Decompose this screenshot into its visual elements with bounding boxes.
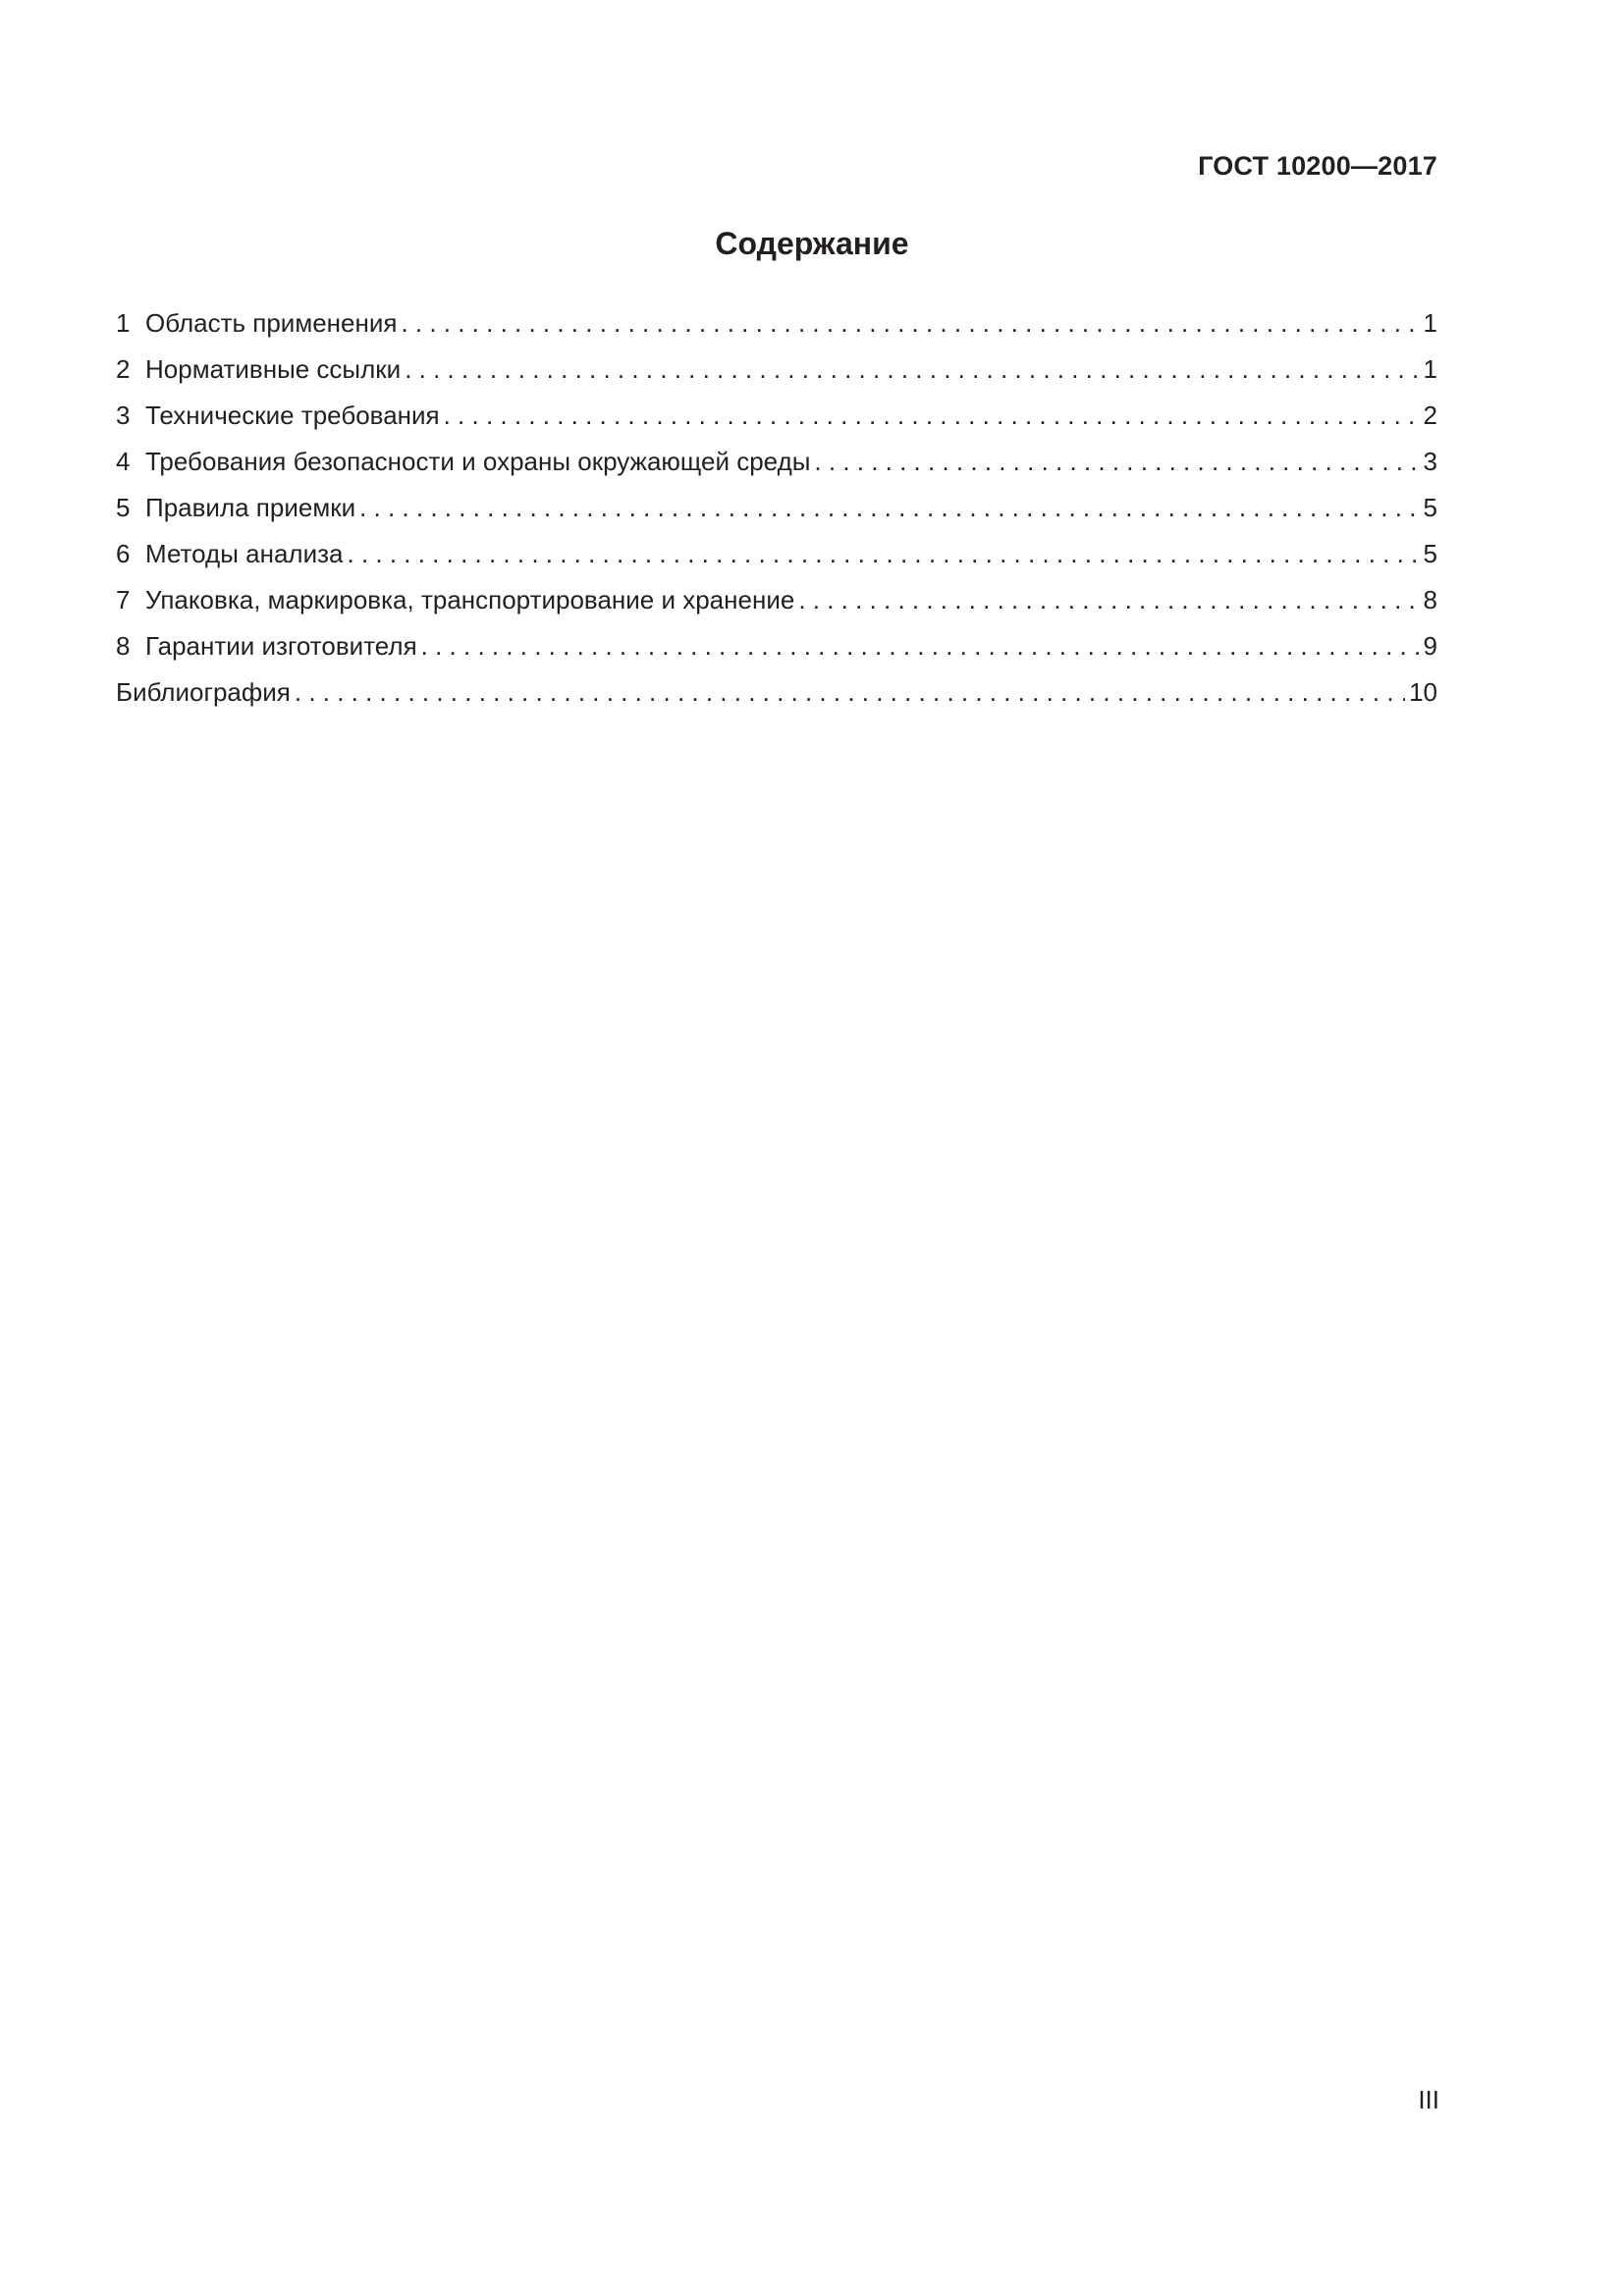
table-of-contents [116, 300, 1437, 716]
toc-entry-label: Требования безопасности и охраны окружающей среды [145, 447, 811, 476]
toc-entry[interactable] [116, 577, 1437, 623]
toc-entry-label: Нормативные ссылки [145, 354, 402, 384]
toc-entry-page: 10 [1409, 677, 1437, 707]
toc-entry-number: 7 [116, 585, 131, 614]
toc-title: Содержание [715, 226, 909, 261]
toc-leader-dots [814, 439, 1419, 485]
toc-entry-label: Технические требования [145, 400, 440, 430]
toc-entry-page: 5 [1423, 493, 1437, 522]
toc-entry[interactable] [116, 439, 1437, 485]
toc-entry-page: 3 [1423, 447, 1437, 476]
toc-entry[interactable] [116, 623, 1437, 669]
toc-entry-number: 3 [116, 400, 131, 430]
toc-entry-label: Методы анализа [145, 539, 344, 568]
toc-entry[interactable] [116, 531, 1437, 577]
toc-entry-number: 8 [116, 631, 131, 661]
toc-leader-dots [421, 623, 1420, 669]
toc-entry-number: 4 [116, 447, 131, 476]
toc-entry-number: 5 [116, 493, 131, 522]
toc-entry-label: Библиография [116, 677, 291, 707]
toc-leader-dots [444, 393, 1420, 439]
toc-leader-dots [798, 577, 1419, 623]
toc-leader-dots [348, 531, 1420, 577]
toc-entry[interactable] [116, 347, 1437, 393]
toc-entry-number: 6 [116, 539, 131, 568]
toc-entry-number: 1 [116, 308, 131, 338]
toc-leader-dots [405, 347, 1419, 393]
toc-entry-page: 8 [1423, 585, 1437, 614]
page-number: III [1418, 2085, 1439, 2114]
toc-entry-page: 1 [1423, 354, 1437, 384]
toc-entry-page: 1 [1423, 308, 1437, 338]
toc-entry-number: 2 [116, 354, 131, 384]
toc-entry-page: 9 [1423, 631, 1437, 661]
toc-entry[interactable] [116, 393, 1437, 439]
toc-leader-dots [359, 485, 1419, 531]
toc-entry-label: Упаковка, маркировка, транспортирование и хранение [145, 585, 795, 614]
toc-leader-dots [401, 300, 1419, 347]
toc-entry[interactable] [116, 300, 1437, 347]
toc-entry-bibliography[interactable] [116, 669, 1437, 716]
toc-entry-page: 5 [1423, 539, 1437, 568]
toc-entry-label: Область применения [145, 308, 398, 338]
toc-entry-page: 2 [1423, 400, 1437, 430]
toc-entry-label: Гарантии изготовителя [145, 631, 417, 661]
document-code: ГОСТ 10200—2017 [1198, 151, 1437, 181]
toc-entry-label: Правила приемки [145, 493, 356, 522]
toc-leader-dots [295, 669, 1405, 716]
toc-entry[interactable] [116, 485, 1437, 531]
